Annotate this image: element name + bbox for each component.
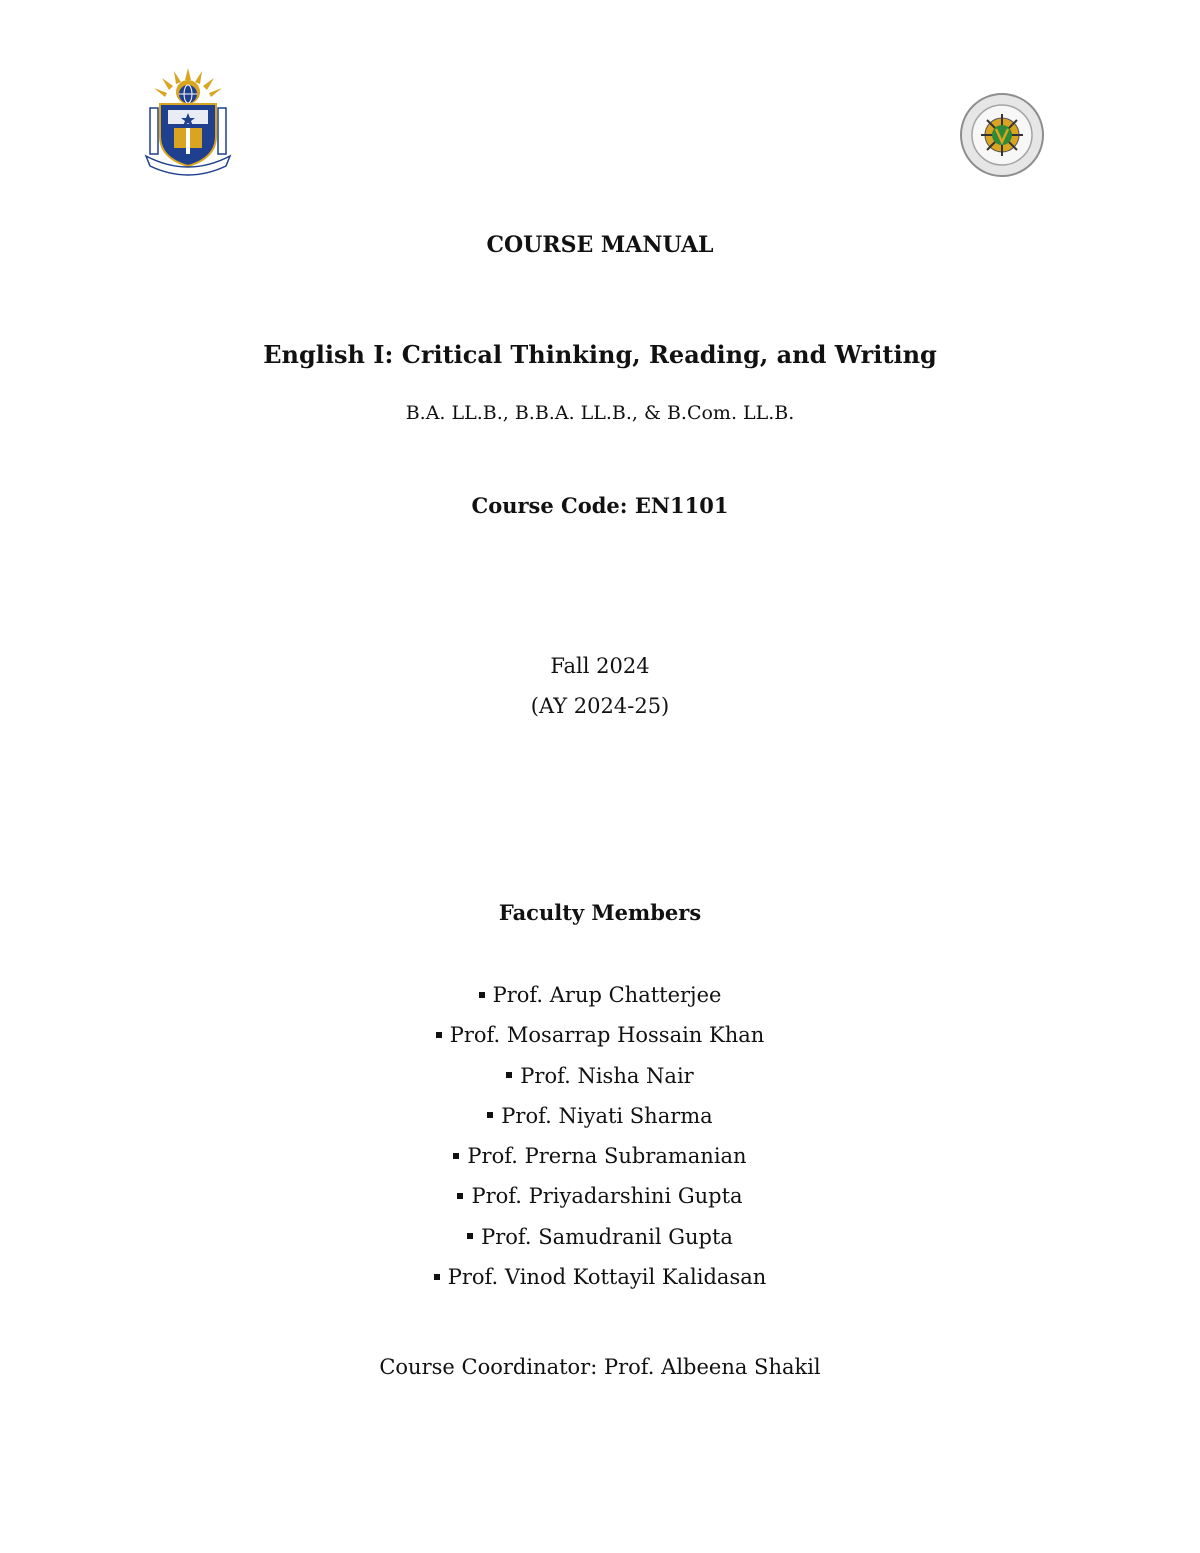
bullet-icon bbox=[479, 992, 485, 998]
faculty-heading: Faculty Members bbox=[498, 900, 702, 925]
course-code: Course Code: EN1101 bbox=[471, 493, 729, 518]
list-item bbox=[0, 1060, 1200, 1100]
faculty-name: Prof. Mosarrap Hossain Khan bbox=[449, 1023, 765, 1048]
law-school-seal-logo bbox=[950, 92, 1054, 178]
list-item bbox=[0, 979, 1200, 1019]
term: Fall 2024 bbox=[550, 654, 650, 678]
bullet-icon bbox=[453, 1153, 459, 1159]
university-crest-logo bbox=[138, 66, 238, 178]
course-coordinator: Course Coordinator: Prof. Albeena Shakil bbox=[379, 1355, 821, 1379]
list-item bbox=[0, 1019, 1200, 1059]
list-item bbox=[0, 1100, 1200, 1140]
faculty-name: Prof. Nisha Nair bbox=[520, 1063, 694, 1088]
document-title: COURSE MANUAL bbox=[486, 232, 714, 258]
bullet-icon bbox=[487, 1112, 493, 1118]
faculty-name: Prof. Niyati Sharma bbox=[501, 1103, 713, 1128]
list-item bbox=[0, 1140, 1200, 1180]
bullet-icon bbox=[467, 1233, 473, 1239]
list-item bbox=[0, 1180, 1200, 1220]
bullet-icon bbox=[436, 1032, 442, 1038]
bullet-icon bbox=[457, 1193, 463, 1199]
list-item bbox=[0, 1221, 1200, 1261]
faculty-name: Prof. Prerna Subramanian bbox=[467, 1144, 747, 1169]
faculty-name: Prof. Vinod Kottayil Kalidasan bbox=[447, 1265, 767, 1290]
bullet-icon bbox=[506, 1072, 512, 1078]
list-item bbox=[0, 1261, 1200, 1301]
course-name: English I: Critical Thinking, Reading, and Writing bbox=[263, 340, 937, 369]
academic-year: (AY 2024-25) bbox=[530, 694, 670, 718]
bullet-icon bbox=[434, 1274, 440, 1280]
faculty-name: Prof. Arup Chatterjee bbox=[492, 983, 722, 1007]
faculty-list bbox=[0, 979, 1200, 1301]
faculty-name: Prof. Samudranil Gupta bbox=[481, 1224, 733, 1249]
faculty-name: Prof. Priyadarshini Gupta bbox=[471, 1184, 743, 1209]
programs-list: B.A. LL.B., B.B.A. LL.B., & B.Com. LL.B. bbox=[405, 402, 795, 424]
